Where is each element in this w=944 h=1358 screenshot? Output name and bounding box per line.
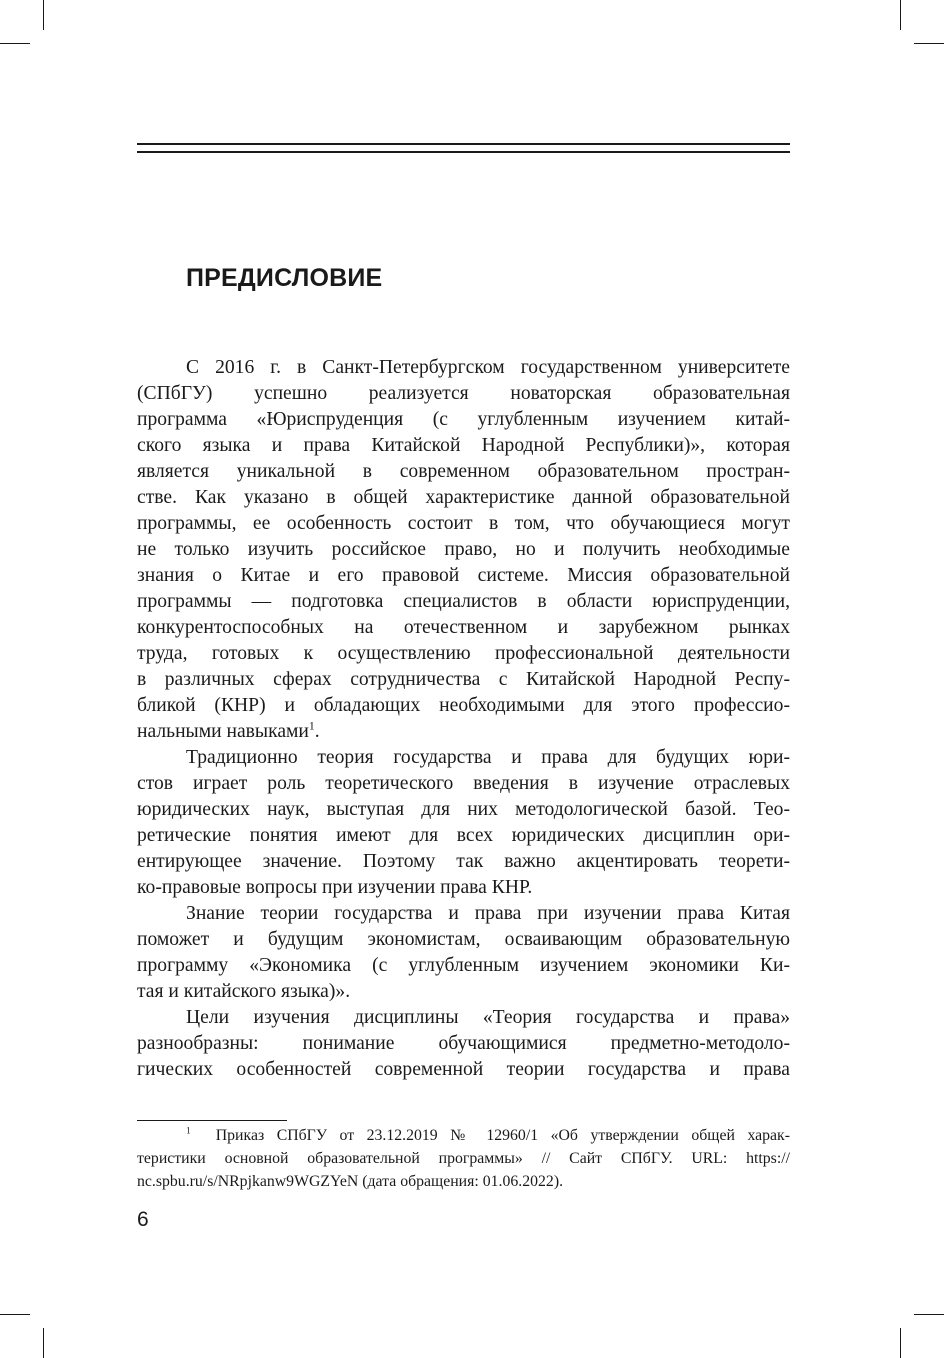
crop-mark	[43, 1328, 44, 1358]
crop-mark	[900, 0, 901, 30]
text-line: конкурентоспособных на отечественном и зарубежном рынках	[137, 617, 790, 638]
text-line: знания о Китае и его правовой системе. Миссия образовательной	[137, 565, 790, 586]
footnote	[137, 1124, 790, 1193]
crop-mark	[914, 1314, 944, 1315]
text-line: ентирующее значение. Поэтому так важно акцентировать теорети-	[137, 851, 790, 872]
footnote-reference[interactable]: 1	[308, 719, 315, 733]
footnote-marker: 1	[186, 1126, 191, 1137]
text-line: ского языка и права Китайской Народной Республики)», которая	[137, 435, 790, 456]
crop-mark	[900, 1328, 901, 1358]
text-line: ко-правовые вопросы при изучении права КНР.	[137, 877, 533, 898]
header-rule-bottom	[137, 151, 790, 153]
text-line: разнообразны: понимание обучающимися предметно-методоло-	[137, 1033, 790, 1054]
text-line: (СПбГУ) успешно реализуется новаторская образовательная	[137, 383, 790, 404]
footnote-separator	[137, 1120, 287, 1121]
crop-mark	[0, 1314, 30, 1315]
text-line-content: нальными навыками	[137, 721, 309, 742]
text-line: Традиционно теория государства и права для будущих юри-	[186, 747, 790, 768]
text-line: труда, готовых к осуществлению профессиональной деятельности	[137, 643, 790, 664]
crop-mark	[0, 43, 30, 44]
text-line: программу «Экономика (с углубленным изучением экономики Ки-	[137, 955, 790, 976]
body-text	[137, 355, 790, 1083]
text-line: программы, ее особенность состоит в том, что обучающиеся могут	[137, 513, 790, 534]
footnote-line-content: Приказ СПбГУ от 23.12.2019 № 12960/1 «Об утверждении общей харак-	[215, 1127, 790, 1144]
footnote-line	[137, 1124, 790, 1147]
text-line: стов играет роль теоретического введения в изучение отраслевых	[137, 773, 790, 794]
text-line: программа «Юриспруденция (с углубленным изучением китай-	[137, 409, 790, 430]
text-line: не только изучить российское право, но и получить необходимые	[137, 539, 790, 560]
text-line: является уникальной в современном образовательном простран-	[137, 461, 790, 482]
text-line: гических особенностей современной теории государства и права	[137, 1059, 790, 1080]
crop-mark	[43, 0, 44, 30]
crop-mark	[914, 43, 944, 44]
text-line: в различных сферах сотрудничества с Китайской Народной Респу-	[137, 669, 790, 690]
text-line: Знание теории государства и права при изучении права Китая	[186, 903, 790, 924]
text-line: поможет и будущим экономистам, осваивающим образовательную	[137, 929, 790, 950]
text-line: С 2016 г. в Санкт-Петербургском государственном университете	[186, 357, 790, 378]
footnote-line: теристики основной образовательной программы» // Сайт СПбГУ. URL: https://	[137, 1150, 790, 1167]
text-line: Цели изучения дисциплины «Теория государства и права»	[186, 1007, 790, 1028]
text-line: нальными навыками$^1$.	[137, 719, 320, 742]
text-line: тая и китайского языка)».	[137, 981, 351, 1002]
text-line: программы — подготовка специалистов в области юриспруденции,	[137, 591, 790, 612]
text-line: ретические понятия имеют для всех юридических дисциплин ори-	[137, 825, 790, 846]
text-line: стве. Как указано в общей характеристике данной образовательной	[137, 487, 790, 508]
footnote-line: nc.spbu.ru/s/NRpjkanw9WGZYeN (дата обращения: 01.06.2022).	[137, 1173, 564, 1190]
page-number: 6	[137, 1208, 149, 1231]
header-rule-top	[137, 143, 790, 145]
text-line: юридических наук, выступая для них методологической базой. Тео-	[137, 799, 790, 820]
section-heading: ПРЕДИСЛОВИЕ	[186, 264, 383, 292]
text-line: бликой (КНР) и обладающих необходимыми для этого профессио-	[137, 695, 790, 716]
